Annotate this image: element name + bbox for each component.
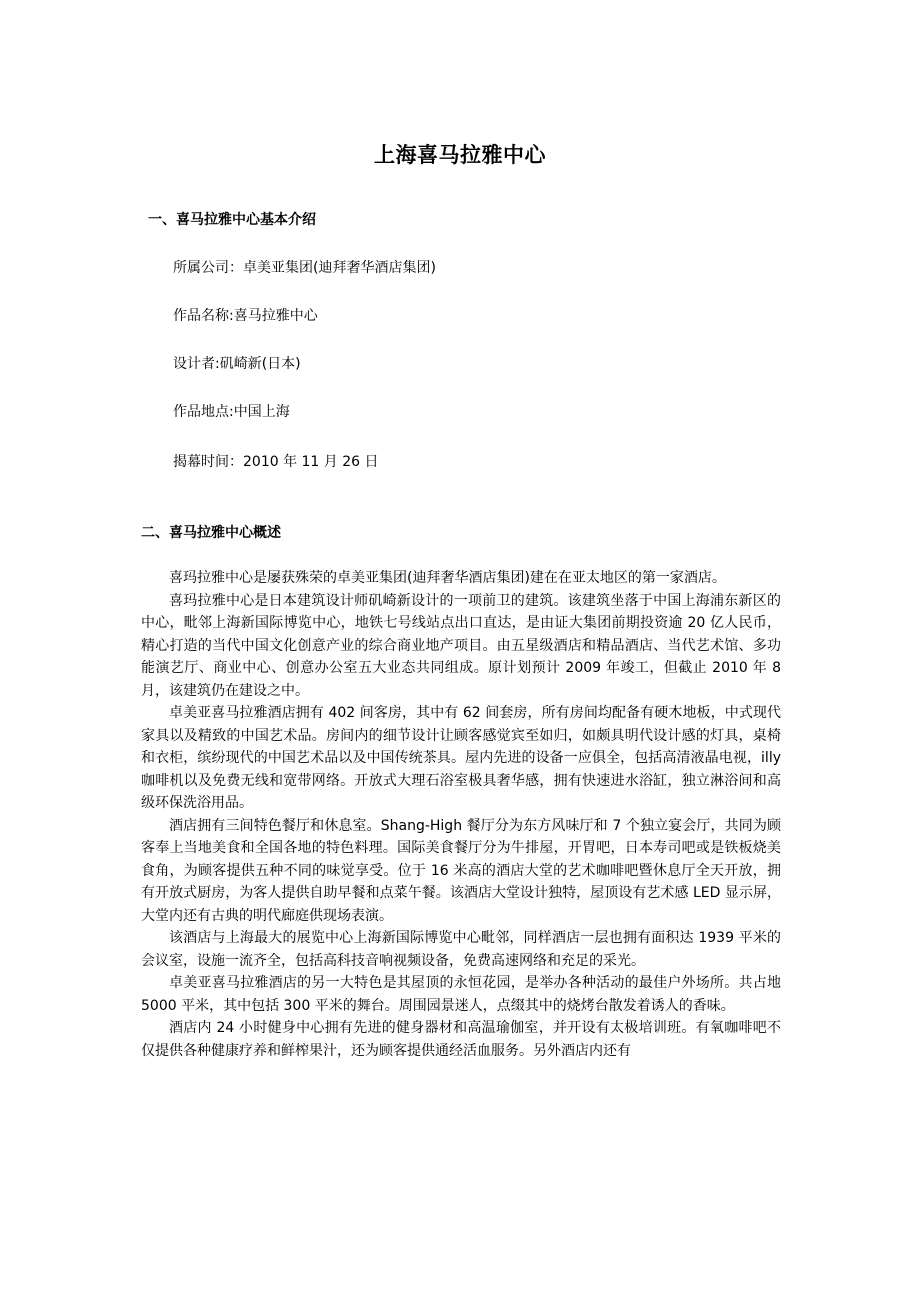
- section-heading-basic-intro: 一、喜马拉雅中心基本介绍: [148, 212, 316, 228]
- paragraph: 卓美亚喜马拉雅酒店拥有 402 间客房，其中有 62 间套房，所有房间均配备有硬木地板，中式现代家具以及精致的中国艺术品。房间内的细节设计让顾客感觉宾至如归，如颇具明代设计感的灯具，桌椅和衣柜，缤纷现代的中国艺术品以及中国传统茶具。屋内先进的设备一应俱全，包括高清液晶电视，illy 咖啡机以及免费无线和宽带网络。开放式大理石浴室极具奢华感，拥有快速进水浴缸，独立淋浴间和高级环保洗浴用品。: [141, 705, 781, 811]
- info-work-name: 作品名称:喜马拉雅中心: [173, 308, 318, 324]
- info-opening-date: 揭幕时间：2010 年 11 月 26 日: [173, 454, 379, 470]
- overview-body: [141, 567, 781, 1062]
- paragraph: 酒店内 24 小时健身中心拥有先进的健身器材和高温瑜伽室，并开设有太极培训班。有氧咖啡吧不仅提供各种健康疗养和鲜榨果汁，还为顾客提供通经活血服务。另外酒店内还有: [141, 1020, 781, 1059]
- paragraph: 喜玛拉雅中心是屡获殊荣的卓美亚集团(迪拜奢华酒店集团)建在在亚太地区的第一家酒店。: [169, 570, 726, 586]
- paragraph: 喜玛拉雅中心是日本建筑设计师矶崎新设计的一项前卫的建筑。该建筑坐落于中国上海浦东新区的中心，毗邻上海新国际博览中心，地铁七号线站点出口直达，是由证大集团前期投资逾 20 亿人民币，精心打造的当代中国文化创意产业的综合商业地产项目。由五星级酒店和精品酒店、当代艺术馆、多功能演艺厅、商业中心、创意办公室五大业态共同组成。原计划预计 2009 年竣工，但截止 2010 年 8 月，该建筑仍在建设之中。: [141, 592, 781, 699]
- info-designer: 设计者:矶崎新(日本): [173, 356, 301, 372]
- paragraph: 卓美亚喜马拉雅酒店的另一大特色是其屋顶的永恒花园，是举办各种活动的最佳户外场所。共占地 5000 平米，其中包括 300 平米的舞台。周围园景迷人，点缀其中的烧烤台散发着诱人的香味。: [141, 975, 781, 1014]
- info-location: 作品地点:中国上海: [173, 404, 290, 420]
- paragraph: 酒店拥有三间特色餐厅和休息室。Shang-High 餐厅分为东方风味厅和 7 个独立宴会厅，共同为顾客奉上当地美食和全国各地的特色料理。国际美食餐厅分为牛排屋，开胃吧，日本寿司吧或是铁板烧美食角，为顾客提供五种不同的味觉享受。位于 16 米高的酒店大堂的艺术咖啡吧暨休息厅全天开放，拥有开放式厨房，为客人提供自助早餐和点菜午餐。该酒店大堂设计独特，屋顶设有艺术感 LED 显示屏，大堂内还有古典的明代廊庭供现场表演。: [141, 817, 781, 924]
- section-heading-overview: 二、喜马拉雅中心概述: [141, 525, 281, 541]
- paragraph: 该酒店与上海最大的展览中心上海新国际博览中心毗邻，同样酒店一层也拥有面积达 1939 平米的会议室，设施一流齐全，包括高科技音响视频设备，免费高速网络和充足的采光。: [141, 930, 781, 969]
- page-title: 上海喜马拉雅中心: [374, 143, 546, 167]
- info-company: 所属公司：卓美亚集团(迪拜奢华酒店集团): [173, 260, 436, 276]
